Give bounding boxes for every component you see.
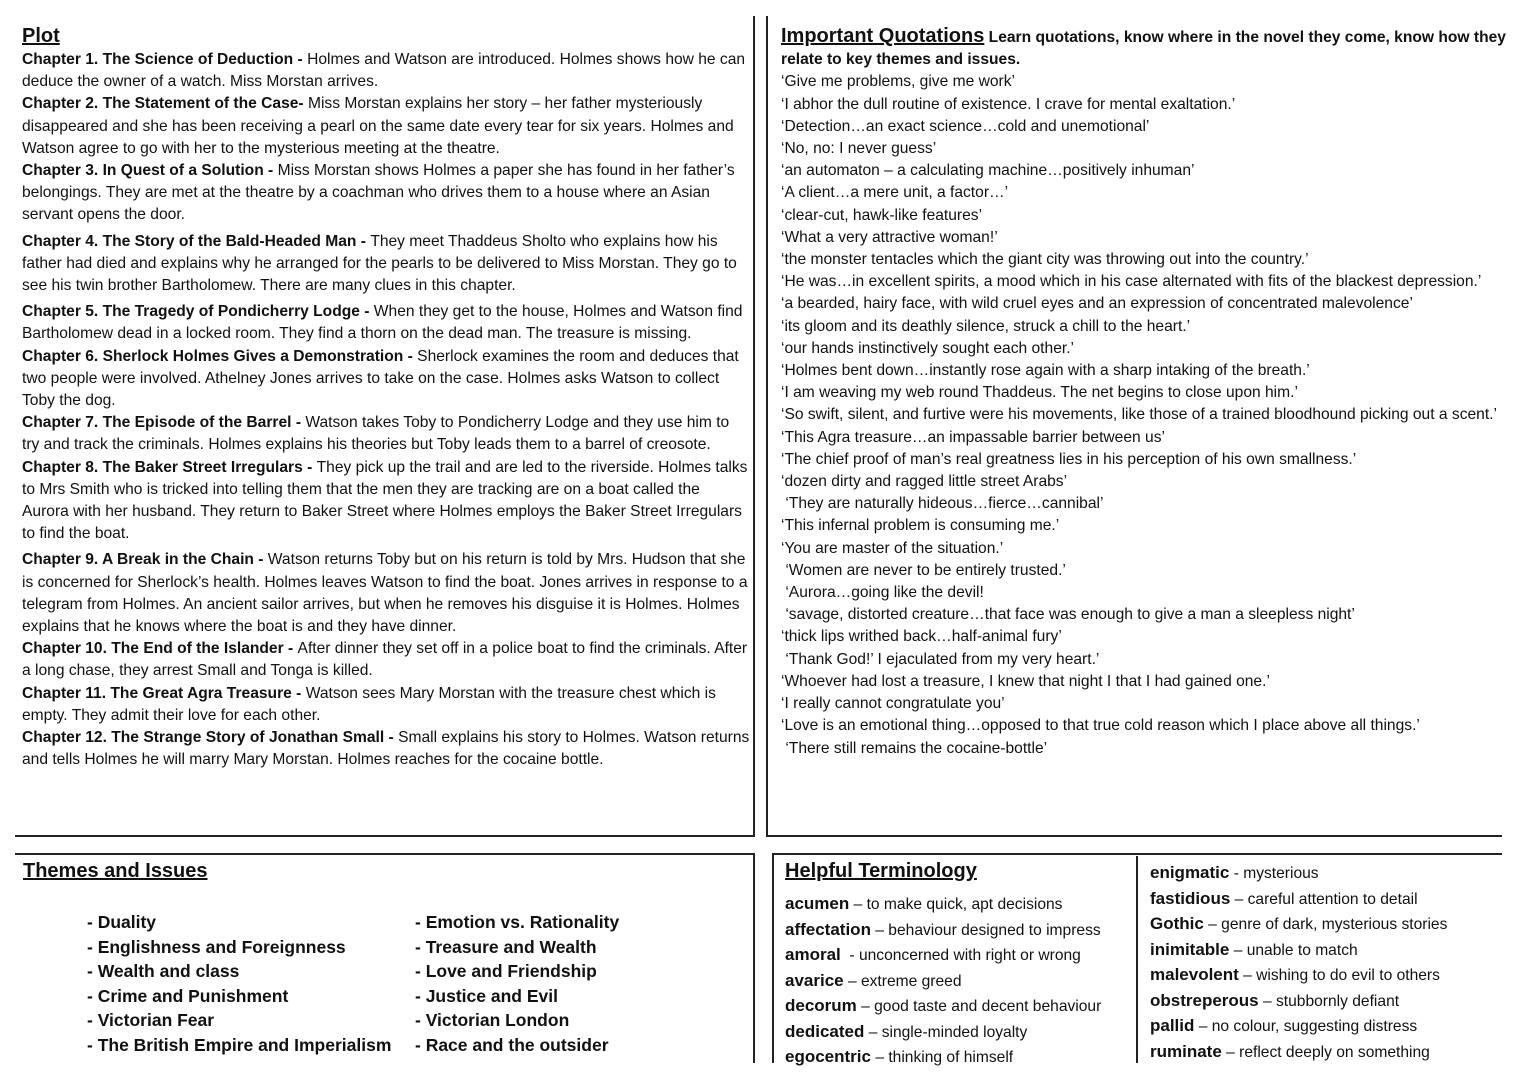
quotation-item: ‘our hands instinctively sought each other.’ bbox=[781, 339, 1074, 357]
chapter-summary: Miss Morstan explains her story – her father mysteriously disappeared and she has been receiving a pearl on the same date every tear for six years. Holmes and Watson agree to go with her to the mysterious meeting at the theatre. bbox=[22, 95, 734, 157]
term-word: Gothic bbox=[1150, 914, 1204, 933]
themes-left-column bbox=[87, 910, 391, 1057]
quotation-item: ‘A client…a mere unit, a factor…’ bbox=[781, 184, 1009, 202]
plot-chapter bbox=[22, 160, 750, 227]
plot-chapter bbox=[22, 346, 750, 413]
plot-chapter-list bbox=[22, 49, 750, 772]
plot-chapter bbox=[22, 301, 750, 345]
plot-chapter bbox=[22, 49, 750, 93]
term-row bbox=[1150, 938, 1447, 964]
term-row bbox=[1150, 989, 1447, 1015]
chapter-summary: Miss Morstan shows Holmes a paper she has found in her father’s belongings. They are met at the theatre by a coachman who drives them to a house where an Asian servant opens the door. bbox=[22, 162, 735, 224]
chapter-heading: Chapter 9. A Break in the Chain bbox=[22, 551, 254, 569]
plot-chapter bbox=[22, 231, 750, 298]
quotations-title: Important Quotations bbox=[781, 25, 985, 47]
theme-item: - Victorian Fear bbox=[87, 1010, 215, 1030]
chapter-summary: After dinner they set off in a police boat to find the criminals. After a long chase, they arrest Small and Tonga is killed. bbox=[22, 640, 748, 680]
quotation-item: ‘This infernal problem is consuming me.’ bbox=[781, 517, 1060, 535]
term-definition: – no colour, suggesting distress bbox=[1194, 1018, 1418, 1035]
chapter-separator: - bbox=[302, 458, 317, 476]
chapter-separator: - bbox=[253, 551, 268, 569]
term-word: amoral bbox=[785, 945, 841, 964]
term-definition: – thinking of himself bbox=[870, 1049, 1014, 1066]
terminology-left-column bbox=[785, 892, 1101, 1071]
divider-vertical-bottom-mid bbox=[772, 853, 774, 1063]
term-definition: – genre of dark, mysterious stories bbox=[1203, 916, 1448, 933]
chapter-separator: - bbox=[356, 232, 371, 250]
term-definition: – to make quick, apt decisions bbox=[849, 896, 1063, 913]
term-definition: - mysterious bbox=[1229, 865, 1319, 882]
divider-vertical-terms bbox=[1136, 856, 1138, 1063]
chapter-summary: Watson sees Mary Morstan with the treasure chest which is empty. They admit their love for each other. bbox=[22, 684, 716, 724]
chapter-summary: Watson takes Toby to Pondicherry Lodge and they use him to try and track the criminals. Holmes explains his theories but Toby leads them to a barrel of creosote. bbox=[22, 414, 730, 454]
term-word: fastidious bbox=[1150, 888, 1231, 908]
terminology-right-column bbox=[1150, 861, 1447, 1065]
quotation-item: ‘Detection…an exact science…cold and unemotional’ bbox=[781, 117, 1150, 135]
term-definition: – stubbornly defiant bbox=[1258, 992, 1400, 1010]
chapter-summary: They meet Thaddeus Sholto who explains how his father had died and explains why he arranged for the pearls to be delivered to Miss Morstan. They go to see his twin brother Bartholomew. There are many clues in this chapter. bbox=[22, 232, 737, 295]
divider-vertical-top-left bbox=[753, 16, 755, 837]
term-word: ruminate bbox=[1150, 1041, 1222, 1061]
theme-item: - Treasure and Wealth bbox=[415, 936, 597, 957]
quotation-item: ‘This Agra treasure…an impassable barrier between us’ bbox=[781, 428, 1165, 446]
term-word: decorum bbox=[785, 996, 857, 1015]
theme-item: - Race and the outsider bbox=[415, 1034, 609, 1055]
theme-item: - Crime and Punishment bbox=[87, 985, 289, 1006]
term-row bbox=[1150, 1014, 1447, 1040]
quotation-item: ‘Aurora…going like the devil! bbox=[781, 584, 984, 602]
chapter-summary: Small explains his story to Holmes. Watson returns and tells Holmes he will marry Mary Morstan. Holmes reaches for the cocaine bottle. bbox=[22, 729, 750, 769]
term-definition: – careful attention to detail bbox=[1230, 890, 1418, 908]
term-row bbox=[785, 969, 1101, 995]
plot-chapter bbox=[22, 727, 750, 771]
quotation-item: ‘What a very attractive woman!’ bbox=[781, 228, 998, 246]
divider-horizontal-bottom-left bbox=[15, 853, 754, 855]
plot-title: Plot bbox=[22, 25, 60, 47]
term-word: obstreperous bbox=[1150, 990, 1259, 1010]
chapter-heading: Chapter 2. The Statement of the Case- bbox=[22, 95, 304, 113]
themes-right-column bbox=[415, 910, 619, 1057]
term-definition: - unconcerned with right or wrong bbox=[840, 947, 1081, 964]
plot-panel bbox=[22, 23, 750, 772]
divider-vertical-top-right bbox=[766, 16, 768, 837]
theme-item: - Victorian London bbox=[415, 1010, 570, 1030]
quotation-item: ‘I really cannot congratulate you’ bbox=[781, 695, 1005, 713]
divider-horizontal-right bbox=[766, 835, 1502, 837]
term-row bbox=[785, 994, 1101, 1020]
term-row bbox=[1150, 912, 1447, 938]
chapter-summary: Sherlock examines the room and deduces that two people were involved. Athelney Jones arrives to take on the case. Holmes asks Watson to collect Toby the dog. bbox=[22, 347, 739, 410]
quotation-item: ‘There still remains the cocaine-bottle’ bbox=[781, 739, 1048, 757]
quotation-item: ‘Thank God!’ I ejaculated from my very heart.’ bbox=[781, 650, 1100, 668]
quotation-item: ‘No, no: I never guess’ bbox=[781, 140, 937, 158]
theme-item: - Wealth and class bbox=[87, 961, 240, 981]
divider-horizontal-left bbox=[15, 835, 754, 837]
term-row bbox=[785, 918, 1101, 944]
plot-chapter bbox=[22, 412, 750, 456]
term-word: acumen bbox=[785, 894, 850, 913]
chapter-heading: Chapter 6. Sherlock Holmes Gives a Demonstration bbox=[22, 347, 404, 365]
chapter-heading: Chapter 3. In Quest of a Solution bbox=[22, 162, 264, 180]
quotation-item: ‘You are master of the situation.’ bbox=[781, 539, 1004, 557]
theme-item: - Duality bbox=[87, 912, 157, 932]
plot-chapter bbox=[22, 638, 750, 682]
term-row bbox=[1150, 963, 1447, 989]
term-definition: – wishing to do evil to others bbox=[1238, 967, 1440, 984]
plot-chapter bbox=[22, 457, 750, 546]
quotation-item: ‘the monster tentacles which the giant city was throwing out into the country.’ bbox=[781, 251, 1309, 269]
plot-chapter bbox=[22, 93, 750, 160]
term-word: malevolent bbox=[1150, 965, 1239, 984]
term-definition: – behaviour designed to impress bbox=[870, 921, 1101, 939]
quotation-item: ‘He was…in excellent spirits, a mood which in his case alternated with fits of the blackest depression.’ bbox=[781, 273, 1482, 291]
quotation-item: ‘I abhor the dull routine of existence. I crave for mental exaltation.’ bbox=[781, 95, 1236, 113]
plot-chapter bbox=[22, 683, 750, 727]
chapter-summary: Holmes and Watson are introduced. Holmes shows how he can deduce the owner of a watch. Miss Morstan arrives. bbox=[22, 51, 746, 91]
theme-item: - Emotion vs. Rationality bbox=[415, 912, 620, 932]
term-word: egocentric bbox=[785, 1047, 871, 1066]
chapter-summary: Watson returns Toby but on his return is told by Mrs. Hudson that she is concerned for Sherlock’s health. Holmes leaves Watson to find the boat. Jones arrives in response to a telegram from Holmes. An ancient sailor arrives, but when he removes his disguise it is Holmes. Holmes explains that he knows where the boat is and they have dinner. bbox=[22, 551, 748, 636]
quotation-item: ‘Love is an emotional thing…opposed to that true cold reason which I place above all things.’ bbox=[781, 717, 1420, 735]
term-row bbox=[785, 943, 1101, 969]
term-definition: – extreme greed bbox=[843, 972, 962, 990]
theme-item: - Love and Friendship bbox=[415, 961, 597, 981]
chapter-summary: They pick up the trail and are led to the riverside. Holmes talks to Mrs Smith who is tricked into telling them that the men they are tracking are on a boat called the Aurora with her husband. They return to Baker Street where Holmes employs the Baker Street Irregulars to find the boat. bbox=[22, 458, 748, 543]
quotation-item: ‘savage, distorted creature…that face was enough to give a man a sleepless night’ bbox=[781, 606, 1355, 624]
quotation-item: ‘The chief proof of man’s real greatness lies in his perception of his own smallness.’ bbox=[781, 450, 1357, 468]
theme-item: - The British Empire and Imperialism bbox=[87, 1034, 392, 1055]
quotations-panel bbox=[781, 23, 1516, 760]
chapter-separator: - bbox=[403, 347, 418, 365]
term-word: pallid bbox=[1150, 1016, 1195, 1035]
quotation-item: ‘Women are never to be entirely trusted.’ bbox=[781, 561, 1066, 579]
themes-title: Themes and Issues bbox=[23, 860, 208, 882]
chapter-separator: - bbox=[283, 640, 298, 658]
term-row bbox=[1150, 861, 1447, 887]
divider-vertical-bottom-left bbox=[753, 853, 755, 1063]
quotation-item: ‘Whoever had lost a treasure, I knew that night I that I had gained one.’ bbox=[781, 672, 1270, 690]
term-word: dedicated bbox=[785, 1021, 865, 1041]
terminology-title: Helpful Terminology bbox=[785, 860, 977, 882]
chapter-heading: Chapter 4. The Story of the Bald-Headed Man bbox=[22, 232, 357, 250]
themes-panel bbox=[23, 860, 753, 1055]
quotation-item: ‘clear-cut, hawk-like features’ bbox=[781, 206, 983, 224]
chapter-heading: Chapter 5. The Tragedy of Pondicherry Lodge bbox=[22, 303, 360, 321]
chapter-summary: When they get to the house, Holmes and Watson find Bartholomew dead in a locked room. They find a thorn on the dead man. The treasure is missing. bbox=[22, 303, 743, 343]
quotation-item: ‘Holmes bent down…instantly rose again with a sharp intaking of the breath.’ bbox=[781, 362, 1310, 380]
chapter-heading: Chapter 7. The Episode of the Barrel bbox=[22, 414, 292, 432]
quotations-intro: Learn quotations, know where in the novel they come, know how they relate to key themes and issues. bbox=[781, 29, 1506, 69]
quotations-header bbox=[781, 23, 1516, 71]
theme-item: - Englishness and Foreignness bbox=[87, 936, 346, 957]
term-row bbox=[1150, 1040, 1447, 1066]
quotation-item: ‘an automaton – a calculating machine…positively inhuman’ bbox=[781, 162, 1195, 180]
term-word: affectation bbox=[785, 919, 871, 939]
chapter-heading: Chapter 1. The Science of Deduction bbox=[22, 51, 294, 68]
terminology-panel bbox=[785, 860, 1505, 1066]
quotation-item: ‘thick lips writhed back…half-animal fury’ bbox=[781, 628, 1062, 646]
chapter-separator: - bbox=[384, 729, 399, 747]
chapter-separator: - bbox=[293, 51, 308, 68]
chapter-separator: - bbox=[291, 414, 306, 432]
chapter-heading: Chapter 12. The Strange Story of Jonathan Small bbox=[22, 729, 385, 747]
term-definition: – reflect deeply on something bbox=[1221, 1043, 1430, 1061]
term-definition: – single-minded loyalty bbox=[864, 1023, 1028, 1041]
quotation-item: ‘a bearded, hairy face, with wild cruel eyes and an expression of concentrated malevolence’ bbox=[781, 295, 1413, 313]
term-definition: – unable to match bbox=[1229, 941, 1358, 959]
quotation-item: ‘dozen dirty and ragged little street Arabs’ bbox=[781, 473, 1068, 491]
chapter-heading: Chapter 11. The Great Agra Treasure bbox=[22, 684, 292, 702]
plot-chapter bbox=[22, 549, 750, 638]
chapter-heading: Chapter 10. The End of the Islander bbox=[22, 640, 284, 658]
chapter-separator: - bbox=[359, 303, 374, 321]
term-word: avarice bbox=[785, 970, 844, 990]
term-row bbox=[785, 1045, 1101, 1071]
term-row bbox=[785, 1020, 1101, 1046]
term-word: inimitable bbox=[1150, 939, 1230, 959]
term-definition: – good taste and decent behaviour bbox=[856, 998, 1102, 1015]
chapter-heading: Chapter 8. The Baker Street Irregulars bbox=[22, 458, 303, 476]
quotation-item: ‘They are naturally hideous…fierce…cannibal’ bbox=[781, 495, 1104, 513]
term-word: enigmatic bbox=[1150, 863, 1230, 882]
term-row bbox=[785, 892, 1101, 918]
quotation-item: ‘I am weaving my web round Thaddeus. The net begins to close upon him.’ bbox=[781, 384, 1298, 402]
term-row bbox=[1150, 887, 1447, 913]
quotations-list bbox=[781, 71, 1516, 759]
chapter-separator: - bbox=[291, 684, 306, 702]
divider-horizontal-bottom-right bbox=[772, 853, 1502, 855]
quotation-item: ‘So swift, silent, and furtive were his movements, like those of a trained bloodhound picking out a scent.’ bbox=[781, 406, 1497, 424]
quotation-item: ‘Give me problems, give me work’ bbox=[781, 73, 1015, 91]
theme-item: - Justice and Evil bbox=[415, 985, 558, 1006]
chapter-separator: - bbox=[263, 162, 278, 180]
quotation-item: ‘its gloom and its deathly silence, struck a chill to the heart.’ bbox=[781, 317, 1191, 335]
